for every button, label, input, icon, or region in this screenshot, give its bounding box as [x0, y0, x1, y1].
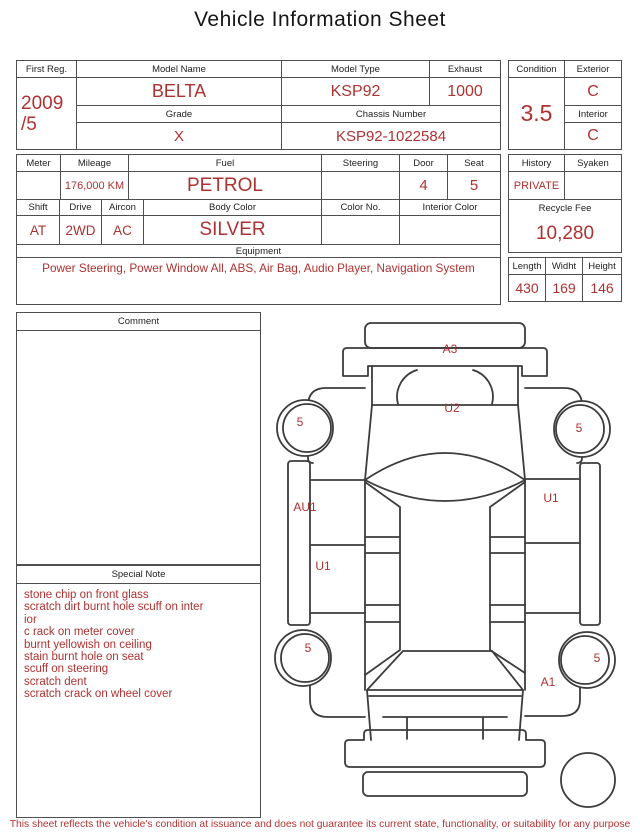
history-value: PRIVATE [509, 172, 565, 199]
dimensions-table [508, 257, 622, 302]
first-reg-value [17, 78, 77, 149]
identity-table [16, 60, 501, 150]
steering-value [322, 172, 400, 199]
windshield-corner-right [473, 370, 493, 404]
hood [372, 366, 518, 405]
special-note-line: burnt yellowish on ceiling [24, 638, 152, 651]
special-note-body [17, 584, 260, 706]
rear-bumper-lip [363, 772, 527, 796]
chassis-number-value: KSP92-1022584 [335, 127, 447, 145]
drive-label: Drive [60, 200, 102, 216]
special-note-line: stain burnt hole on seat [24, 651, 144, 664]
history-label: History [509, 155, 565, 172]
roof [365, 453, 525, 501]
model-name-value: BELTA [77, 78, 282, 106]
seat-label: Seat [448, 155, 500, 172]
equipment-value: Power Steering, Power Window All, ABS, Air Bag, Audio Player, Navigation System [42, 261, 475, 275]
damage-mark-a1: A1 [540, 675, 556, 689]
comment-label: Comment [17, 313, 260, 331]
damage-mark-a3: A3 [442, 342, 458, 356]
damage-mark-u1-left: U1 [315, 559, 331, 573]
condition-table [508, 60, 622, 150]
recycle-fee-value: 10,280 [535, 223, 595, 244]
model-type-label: Model Type [282, 61, 430, 78]
first-reg-year: 2009 [21, 92, 64, 114]
interior-color-value [400, 216, 500, 244]
first-reg-label: First Reg. [17, 61, 77, 78]
length-label: Length [509, 258, 546, 275]
aircon-label: Aircon [102, 200, 144, 216]
door-label: Door [400, 155, 448, 172]
seat-value: 5 [469, 177, 479, 194]
grade-value: X [77, 123, 282, 149]
condition-label: Condition [509, 61, 565, 78]
color-no-value [322, 216, 400, 244]
left-windows [365, 482, 400, 675]
left-door-lines [311, 480, 365, 613]
interior-color-label: Interior Color [400, 200, 500, 216]
history-table [508, 154, 622, 200]
windshield-corner-left [397, 370, 417, 404]
damage-mark-wheel-rr: 5 [593, 651, 601, 665]
mileage-value: 176,000 KM [61, 172, 129, 199]
trunk-inner [383, 717, 507, 739]
special-note-line: scratch dent [24, 675, 87, 688]
recycle-fee-label: Recycle Fee [538, 202, 592, 214]
special-note-line: c rack on meter cover [24, 626, 135, 639]
right-windows [490, 482, 525, 673]
special-note-line: stone chip on front glass [24, 589, 149, 601]
width-label: Widht [546, 258, 583, 275]
model-name-label: Model Name [77, 61, 282, 78]
equipment-section [17, 245, 500, 304]
a-pillars [365, 405, 525, 480]
meter-label: Meter [17, 155, 61, 172]
width-value: 169 [546, 275, 583, 301]
comment-panel [16, 312, 261, 565]
length-value: 430 [509, 275, 546, 301]
condition-value: 3.5 [509, 78, 565, 149]
first-reg-month: /5 [21, 113, 37, 135]
door-value: 4 [400, 172, 448, 199]
exterior-label: Exterior [565, 61, 621, 78]
fuel-label: Fuel [129, 155, 322, 172]
rear-bumper [345, 730, 545, 767]
meter-value [17, 172, 61, 199]
recycle-fee-box [508, 199, 622, 253]
comment-body [17, 331, 260, 341]
disclaimer-text: This sheet reflects the vehicle's condition at issuance and does not guarantee its current state, functionality, or suitability for any purpose [9, 819, 631, 830]
special-note-line: scuff on steering [24, 663, 109, 676]
exterior-value: C [565, 78, 621, 106]
mileage-label: Mileage [61, 155, 129, 172]
damage-mark-wheel-fl: 5 [296, 415, 304, 429]
damage-mark-wheel-fr: 5 [575, 421, 583, 435]
wheel-rear-left [275, 630, 331, 686]
damage-mark-u2: U2 [444, 401, 460, 415]
spare-tire [561, 753, 615, 807]
damage-mark-wheel-rl: 5 [304, 641, 312, 655]
special-note-line: scratch crack on wheel cover [24, 688, 173, 701]
left-sill [288, 461, 310, 625]
exhaust-value: 1000 [430, 78, 500, 106]
wheel-rear-right [559, 632, 615, 688]
damage-mark-au1: AU1 [293, 500, 317, 514]
special-note-label: Special Note [17, 566, 260, 584]
right-sill [580, 463, 600, 625]
exhaust-label: Exhaust [430, 61, 500, 78]
special-note-panel [16, 565, 261, 818]
damage-mark-u1-right: U1 [543, 491, 559, 505]
body-color-value: SILVER [144, 216, 322, 244]
syaken-value [565, 172, 621, 199]
color-no-label: Color No. [322, 200, 400, 216]
shift-value: AT [17, 216, 60, 244]
spec-table [16, 154, 501, 305]
height-value: 146 [590, 280, 614, 296]
syaken-label: Syaken [565, 155, 621, 172]
trunk-sides [367, 690, 523, 740]
fuel-value: PETROL [129, 172, 322, 199]
car-damage-diagram [270, 310, 640, 835]
spec-row-1 [17, 155, 500, 200]
interior-label: Interior [565, 106, 621, 123]
model-type-value: KSP92 [282, 78, 430, 106]
wheel-front-left [277, 400, 333, 456]
special-note-line: ior [24, 613, 37, 626]
grade-label: Grade [77, 106, 282, 123]
aircon-value: AC [102, 216, 144, 244]
shift-label: Shift [17, 200, 60, 216]
chassis-number-label: Chassis Number [282, 106, 500, 123]
equipment-label: Equipment [17, 245, 500, 258]
drive-value: 2WD [60, 216, 102, 244]
spec-row-2 [17, 200, 500, 245]
interior-value: C [587, 127, 599, 144]
height-label: Height [583, 258, 621, 275]
steering-label: Steering [322, 155, 400, 172]
special-note-line: scratch dirt burnt hole scuff on inter [24, 601, 204, 614]
body-color-label: Body Color [144, 200, 322, 216]
page-title: Vehicle Information Sheet [194, 8, 446, 31]
